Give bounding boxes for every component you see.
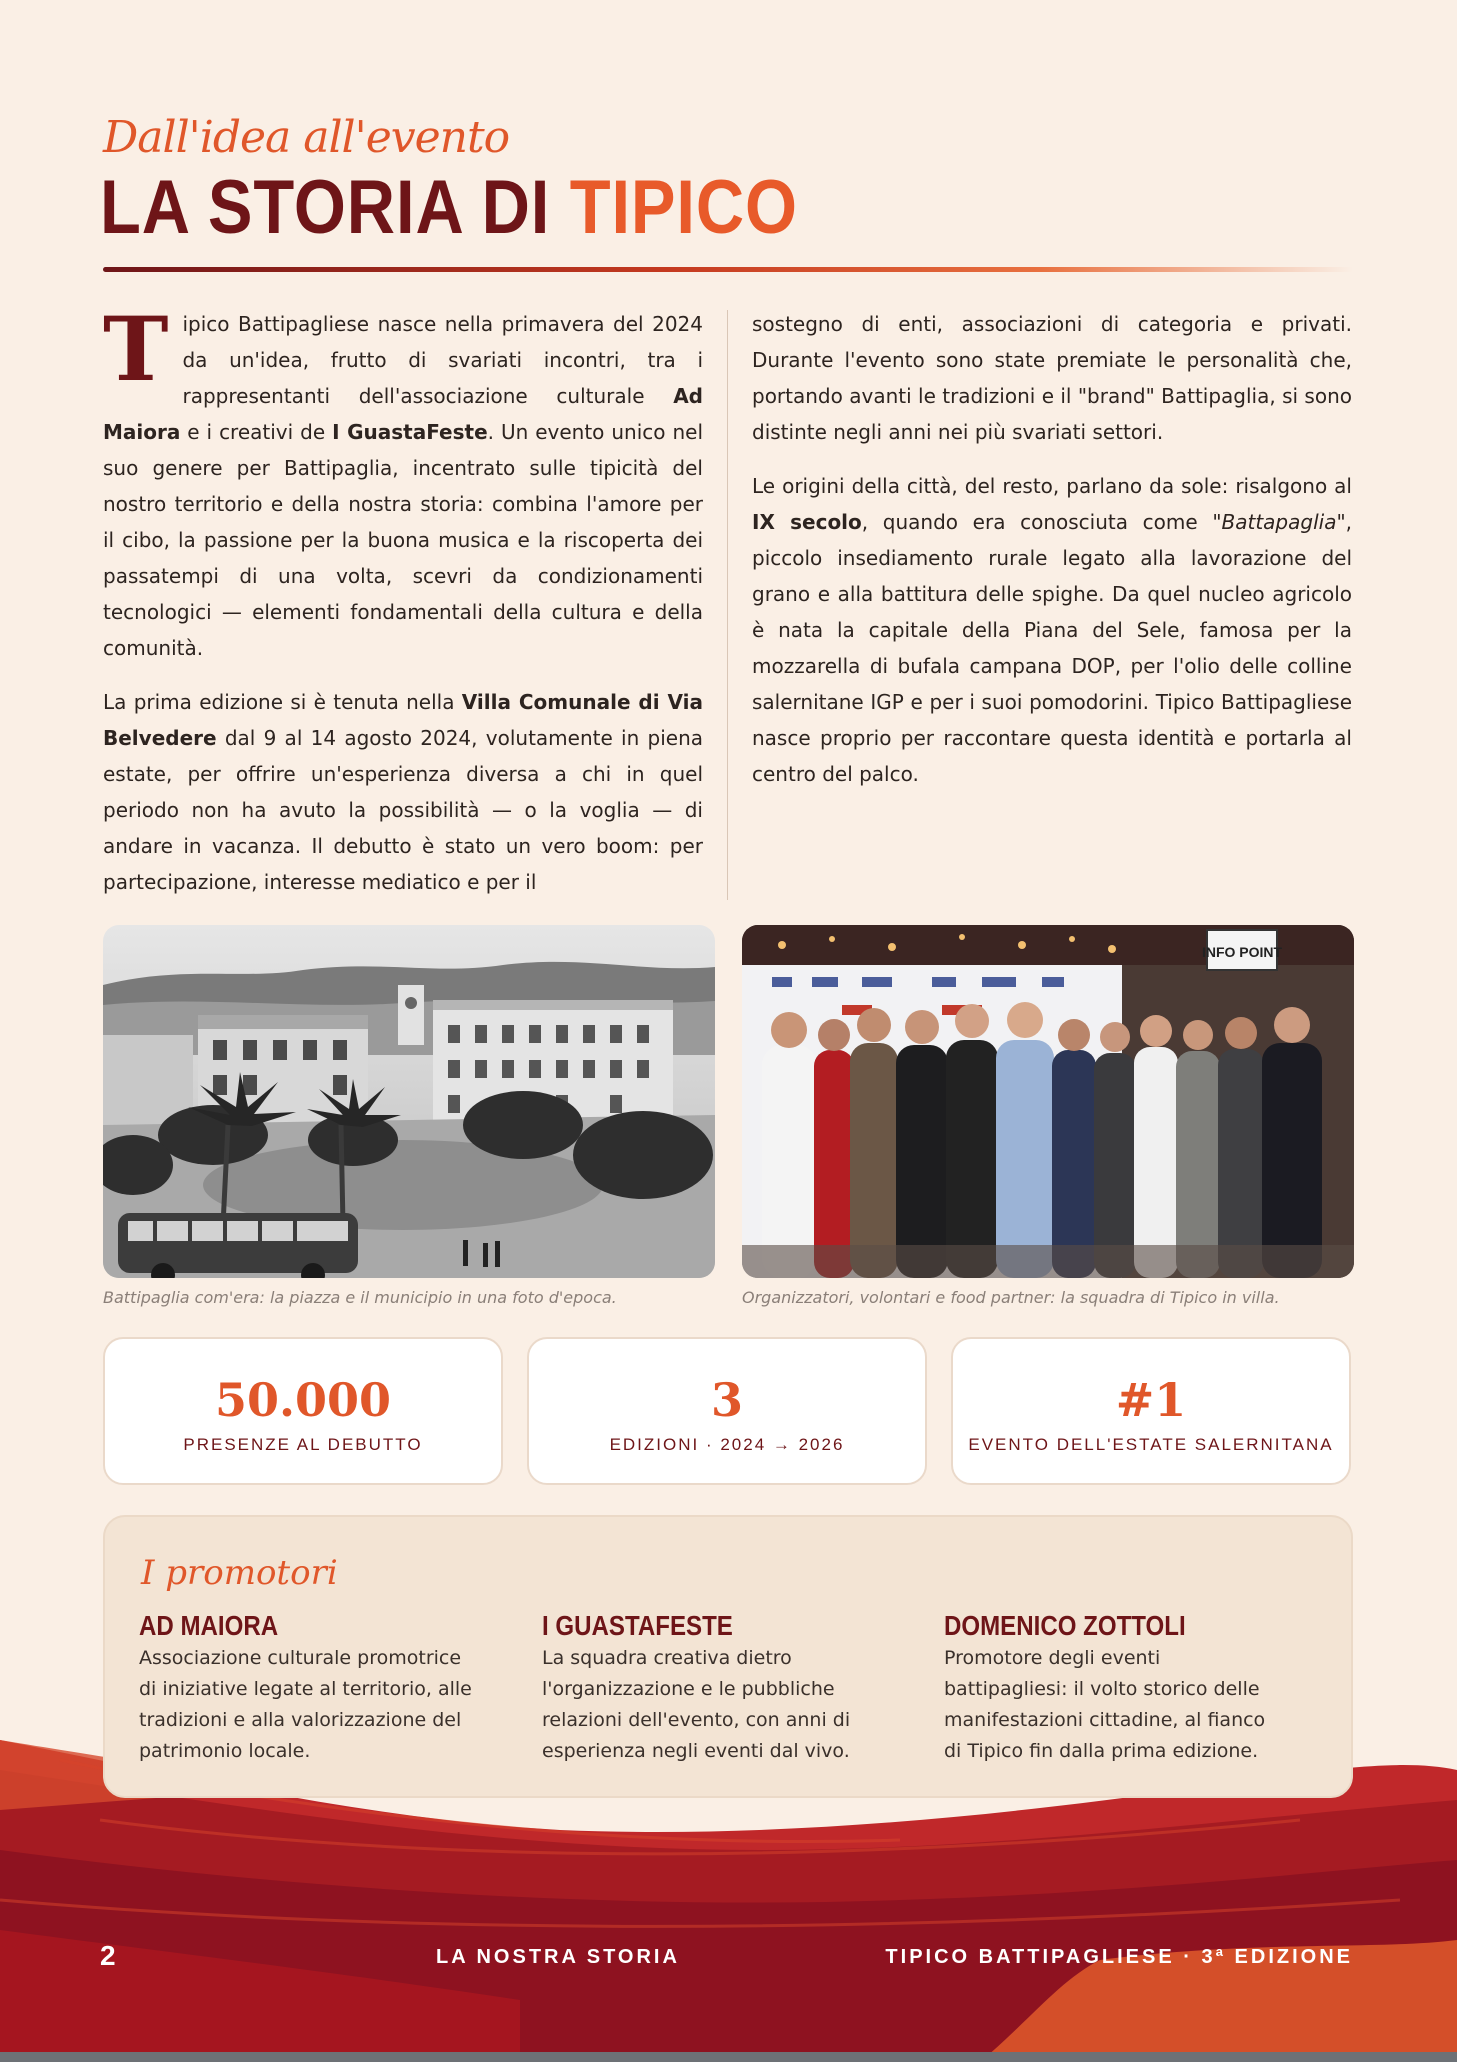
page-footer [0,1940,1457,1990]
text-bold: Ad Maiora [103,384,703,444]
text-column-right [752,306,1352,810]
paragraph [103,297,703,666]
text-bold: Villa Comunale di Via Belvedere [103,690,703,750]
column-divider [727,310,728,900]
historic-square-photo [103,925,715,1278]
info-point-sign: INFO POINT [1201,944,1283,960]
text-run: Le origini della città, del resto, parlano da sole: risalgono al [752,474,1352,498]
stat-label: EVENTO DELL'ESTATE SALERNITANA [968,1435,1334,1454]
photo-caption-right: Organizzatori, volontari e food partner: la squadra di Tipico in villa. [742,1288,1280,1307]
promoter-name: DOMENICO ZOTTOLI [944,1610,1186,1641]
footer-section-title: LA NOSTRA STORIA [436,1946,680,1968]
page-number: 2 [100,1940,116,1971]
paragraph [752,468,1352,792]
paragraph: sostegno di enti, associazioni di categoria e privati. Durante l'evento sono state premiate le personalità che, portando avanti le tradizioni e il "brand" Battipaglia, si sono distinte negli anni nei più svariati settori. [752,312,1352,444]
title-accent: TIPICO [569,165,798,250]
stat-value: 3 [710,1373,743,1427]
promoters-title: I promotori [141,1553,338,1593]
text-run: La prima edizione si è tenuta nella [103,690,462,714]
text-run: , quando era conosciuta come [861,510,1213,534]
stat-value: #1 [1115,1373,1187,1427]
page-title [100,163,798,253]
promoter-item [139,1609,479,1767]
team-photo [742,925,1354,1278]
promoter-name: AD MAIORA [139,1610,279,1641]
text-italic: "Battapaglia" [1212,510,1346,534]
drop-cap: T [103,297,169,401]
promoter-item [542,1609,882,1767]
text-run: . Un evento unico nel suo genere per Battipaglia, incentrato sulle tipicità del nostro territorio e della nostra storia: combina l'amore per il cibo, la passione per la buona musica e la riscoperta dei passatempi di una volta, scevri da condizionamenti tecnologici — elementi fondamentali della cultura e della comunità. [103,420,703,660]
footer-brand: TIPICO BATTIPAGLIESE · 3ª EDIZIONE [885,1946,1353,1968]
stat-value: 50.000 [214,1373,392,1427]
stat-card-editions [527,1337,927,1485]
text-run: ipico Battipagliese nasce nella primavera del 2024 da un'idea, frutto di svariati incontri, tra i rappresentanti dell'associazione culturale [182,312,703,408]
text-run: dal 9 al 14 agosto 2024, volutamente in piena estate, per offrire un'esperienza diversa a chi in quel periodo non ha avuto la possibilità — o la voglia — di andare in vacanza. Il debutto è stato un vero boom: per partecipazione, interesse mediatico e per il [103,726,703,894]
stat-card-ranking [951,1337,1351,1485]
text-bold: I GuastaFeste [332,420,488,444]
text-run: , piccolo insediamento rurale legato alla lavorazione del grano e alla battitura delle spighe. Da quel nucleo agricolo è nata la capitale della Piana del Sele, famosa per la mozzarella di bufala campana DOP, per l'olio delle colline salernitane IGP e per i suoi pomodorini. Tipico Battipagliese nasce proprio per raccontare questa identità e portarla al centro del palco. [752,510,1353,786]
photo-caption-left: Battipaglia com'era: la piazza e il municipio in una foto d'epoca. [103,1288,617,1307]
promoter-item [944,1609,1284,1767]
title-main: LA STORIA DI [100,165,570,250]
stat-label: EDIZIONI · 2024 → 2026 [609,1435,845,1454]
promoters-box [103,1515,1353,1798]
promoter-description: La squadra creativa dietro l'organizzazione e le pubbliche relazioni dell'evento, con anni di esperienza negli eventi dal vivo. [542,1647,851,1762]
page-kicker: Dall'idea all'evento [103,112,510,163]
stat-label: PRESENZE AL DEBUTTO [183,1435,423,1454]
promoter-description: Promotore degli eventi battipagliesi: il volto storico delle manifestazioni cittadine, al fianco di Tipico fin dalla prima edizione. [944,1647,1266,1762]
paragraph [103,684,703,900]
promoter-description: Associazione culturale promotrice di iniziative legate al territorio, alle tradizioni e alla valorizzazione del patrimonio locale. [139,1647,472,1762]
header-rule [103,267,1353,272]
text-bold: IX secolo [752,510,862,534]
stat-card-attendance [103,1337,503,1485]
promoter-name: I GUASTAFESTE [542,1610,733,1641]
text-run: e i creativi de [180,420,333,444]
text-column-left [103,297,703,918]
